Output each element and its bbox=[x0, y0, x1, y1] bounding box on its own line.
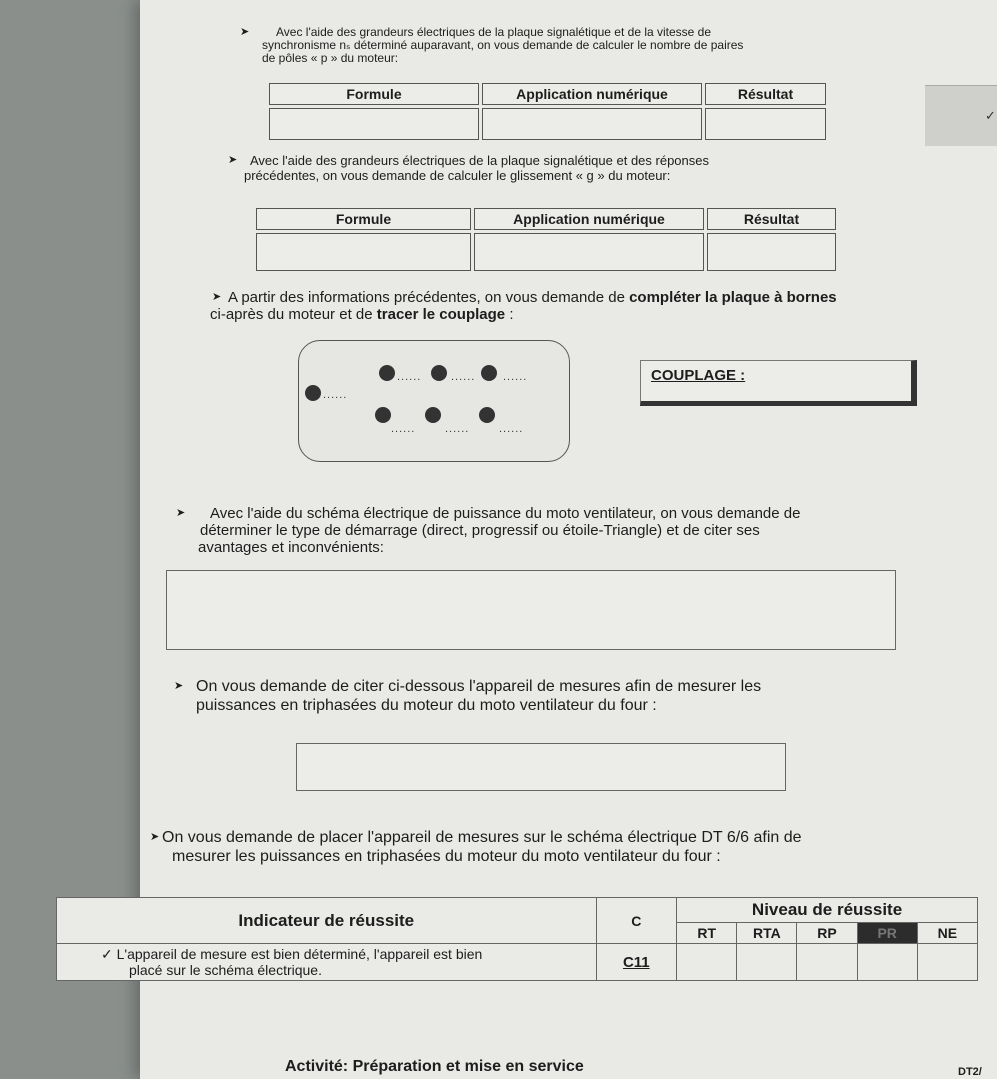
level-cell-rp[interactable] bbox=[797, 944, 857, 981]
answer-cell-formule[interactable] bbox=[269, 108, 479, 140]
terminal-top-3[interactable] bbox=[481, 365, 497, 381]
question-4 bbox=[176, 505, 930, 556]
question-6-line-1: On vous demande de placer l'appareil de mesures sur le schéma électrique DT 6/6 afin de bbox=[162, 829, 802, 846]
terminal-bottom-3[interactable] bbox=[479, 407, 495, 423]
adjacent-page-edge bbox=[925, 85, 997, 146]
level-cell-ne[interactable] bbox=[917, 944, 977, 981]
header-formule: Formule bbox=[269, 83, 479, 105]
question-1-line-2: synchronisme nₛ déterminé auparavant, on vous demande de calculer le nombre de paires bbox=[262, 38, 744, 52]
bullet-arrow-icon: ➤ bbox=[176, 507, 186, 519]
dots-label: ...... bbox=[451, 371, 476, 383]
dots-label: ...... bbox=[445, 423, 470, 435]
competence-header: C bbox=[596, 898, 677, 944]
terminal-board[interactable] bbox=[298, 340, 570, 462]
level-header: Niveau de réussite bbox=[677, 898, 978, 923]
question-3-line-2b: tracer le couplage bbox=[376, 306, 506, 323]
criterion-cell bbox=[57, 944, 597, 981]
question-4-line-2: déterminer le type de démarrage (direct, progressif ou étoile-Triangle) et de citer ses bbox=[200, 522, 760, 539]
bullet-arrow-icon: ➤ bbox=[174, 680, 184, 692]
answer-cell-resultat[interactable] bbox=[705, 108, 826, 140]
question-3-line-1a: A partir des informations précédentes, on vous demande de bbox=[228, 289, 630, 306]
level-ne: NE bbox=[917, 923, 977, 944]
level-rt: RT bbox=[677, 923, 737, 944]
question-5-line-1: On vous demande de citer ci-dessous l'appareil de mesures afin de mesurer les bbox=[196, 678, 762, 695]
terminal-ground[interactable] bbox=[305, 385, 321, 401]
question-5 bbox=[174, 677, 916, 715]
check-icon: ✓ bbox=[101, 946, 113, 962]
dots-label: ...... bbox=[323, 389, 348, 401]
answer-cell-application[interactable] bbox=[474, 233, 704, 271]
level-cell-pr[interactable] bbox=[857, 944, 917, 981]
level-rta: RTA bbox=[737, 923, 797, 944]
bullet-arrow-icon: ➤ bbox=[228, 154, 238, 166]
doc-reference: DT2/ bbox=[958, 1066, 982, 1078]
answer-box-demarrage[interactable] bbox=[166, 570, 896, 650]
dots-label: ...... bbox=[499, 423, 524, 435]
answer-table-2 bbox=[253, 205, 839, 274]
terminal-bottom-1[interactable] bbox=[375, 407, 391, 423]
question-1 bbox=[240, 25, 922, 65]
level-pr: PR bbox=[857, 923, 917, 944]
header-application: Application numérique bbox=[482, 83, 702, 105]
bullet-arrow-icon: ➤ bbox=[240, 26, 250, 38]
question-3-line-2c: : bbox=[505, 306, 514, 323]
question-5-line-2: puissances en triphasées du moteur du moto ventilateur du four : bbox=[196, 697, 657, 714]
dots-label: ...... bbox=[397, 371, 422, 383]
terminal-top-1[interactable] bbox=[379, 365, 395, 381]
dots-label: ...... bbox=[391, 423, 416, 435]
question-1-line-3: de pôles « p » du moteur: bbox=[262, 51, 399, 65]
level-cell-rt[interactable] bbox=[677, 944, 737, 981]
answer-cell-formule[interactable] bbox=[256, 233, 471, 271]
indicator-header: Indicateur de réussite bbox=[57, 898, 597, 944]
header-resultat: Résultat bbox=[707, 208, 836, 230]
question-2-line-2: précédentes, on vous demande de calculer le glissement « g » du moteur: bbox=[244, 168, 671, 183]
check-mark-icon: ✓ bbox=[985, 108, 996, 123]
bullet-arrow-icon: ➤ bbox=[150, 831, 160, 843]
dots-label: ...... bbox=[503, 371, 528, 383]
level-cell-rta[interactable] bbox=[737, 944, 797, 981]
question-3 bbox=[210, 289, 938, 323]
header-application: Application numérique bbox=[474, 208, 704, 230]
header-formule: Formule bbox=[256, 208, 471, 230]
question-2-line-1: Avec l'aide des grandeurs électriques de la plaque signalétique et des réponses bbox=[250, 153, 709, 168]
couplage-box[interactable] bbox=[640, 360, 917, 406]
level-rp: RP bbox=[797, 923, 857, 944]
evaluation-grid bbox=[56, 897, 978, 981]
question-2 bbox=[228, 153, 844, 183]
answer-box-appareil[interactable] bbox=[296, 743, 786, 791]
question-1-line-1: Avec l'aide des grandeurs électriques de la plaque signalétique et de la vitesse de bbox=[276, 25, 712, 39]
answer-cell-resultat[interactable] bbox=[707, 233, 836, 271]
question-4-line-3: avantages et inconvénients: bbox=[198, 539, 384, 556]
question-6 bbox=[150, 828, 972, 866]
competence-code: C11 bbox=[596, 944, 677, 981]
criterion-line-1: L'appareil de mesure est bien déterminé, l'appareil est bien bbox=[116, 946, 483, 962]
question-4-line-1: Avec l'aide du schéma électrique de puissance du moto ventilateur, on vous demande de bbox=[210, 505, 801, 522]
question-3-line-1b: compléter la plaque à bornes bbox=[629, 289, 837, 306]
terminal-top-2[interactable] bbox=[431, 365, 447, 381]
question-3-line-2a: ci-après du moteur et de bbox=[210, 306, 377, 323]
terminal-bottom-2[interactable] bbox=[425, 407, 441, 423]
criterion-line-2: placé sur le schéma électrique. bbox=[129, 962, 322, 978]
answer-table-1 bbox=[266, 80, 829, 143]
question-6-line-2: mesurer les puissances en triphasées du moteur du moto ventilateur du four : bbox=[172, 848, 721, 865]
couplage-label: COUPLAGE : bbox=[651, 367, 746, 384]
bullet-arrow-icon: ➤ bbox=[212, 291, 222, 303]
header-resultat: Résultat bbox=[705, 83, 826, 105]
answer-cell-application[interactable] bbox=[482, 108, 702, 140]
footer-activity: Activité: Préparation et mise en service bbox=[285, 1058, 584, 1075]
